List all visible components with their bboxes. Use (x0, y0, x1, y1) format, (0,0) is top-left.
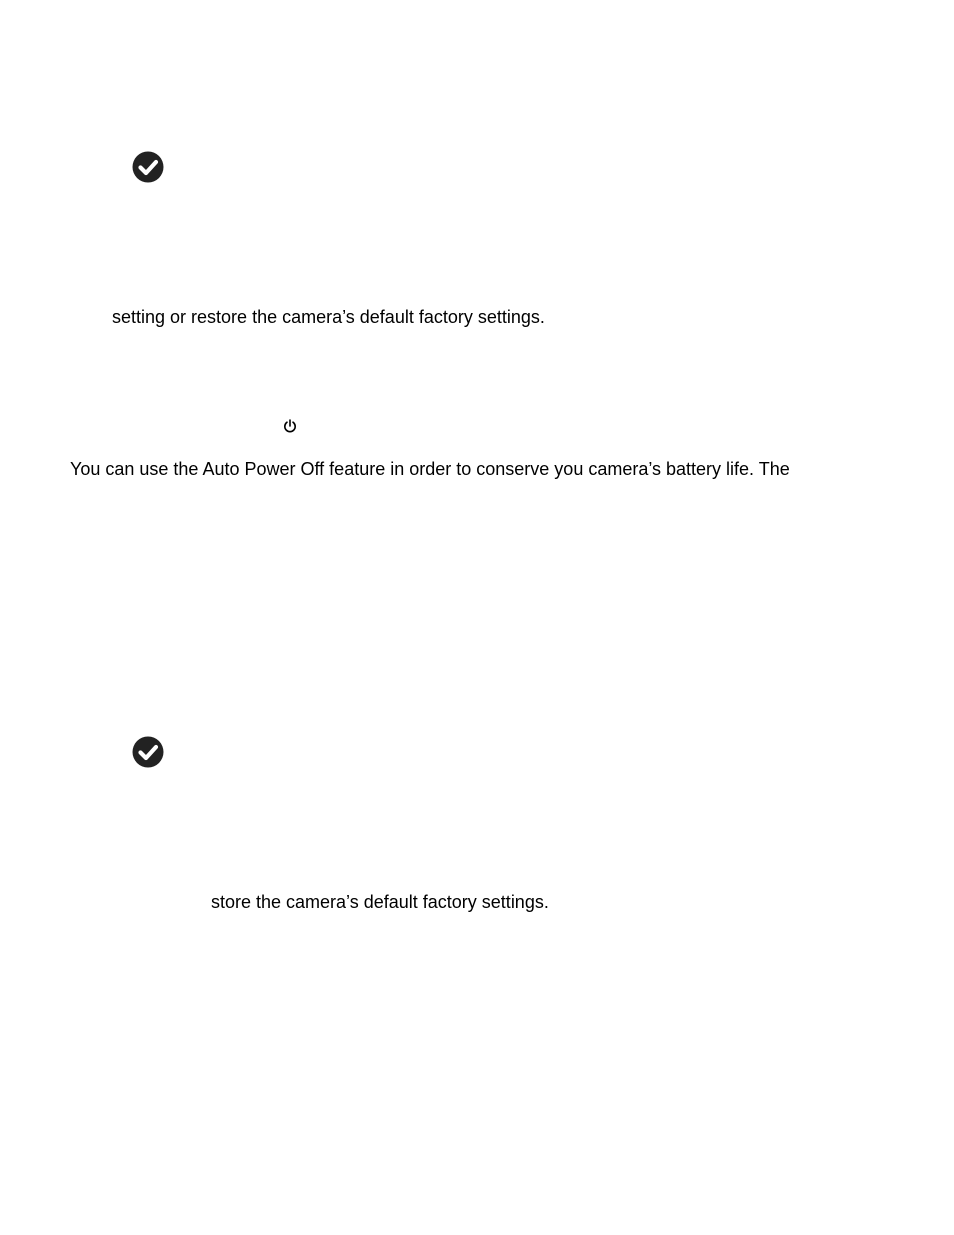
check-circle-icon (132, 151, 164, 183)
section-two-text: store the camera’s default factory settings. (211, 892, 549, 912)
auto-power-off-intro: You can use the Auto Power Off feature in order to conserve you camera’s battery life. The (70, 459, 790, 479)
check-circle-icon (132, 736, 164, 768)
section-one-text: setting or restore the camera’s default factory settings. (112, 307, 545, 327)
power-icon (282, 418, 298, 434)
